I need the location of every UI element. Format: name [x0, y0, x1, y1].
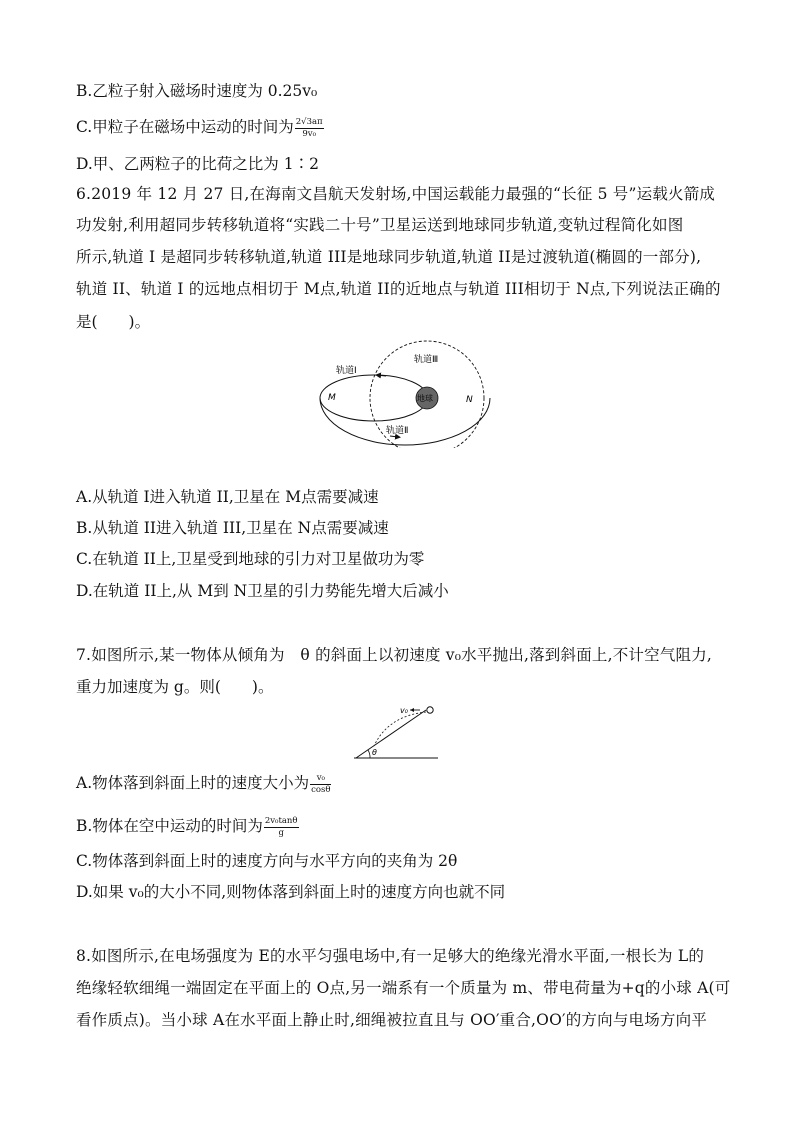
q7-option-b-fraction — [264, 816, 299, 839]
q7-stem-line-1: 7.如图所示,某一物体从倾角为 θ 的斜面上以初速度 v₀水平抛出,落到斜面上,不计空气阻力, — [76, 646, 713, 664]
q8-stem-line-1: 8.如图所示,在电场强度为 E的水平匀强电场中,有一足够大的绝缘光滑水平面,一根长为 L的 — [76, 947, 705, 965]
q7-option-a — [76, 772, 331, 796]
orbit-2-label: 轨道Ⅱ — [386, 426, 409, 436]
q7-option-a-text: A.物体落到斜面上时的速度大小为 — [76, 774, 310, 792]
fraction-numerator: v₀ — [310, 773, 331, 785]
q6-stem-line-4: 轨道 II、轨道 I 的远地点相切于 M点,轨道 II的近地点与轨道 III相切于 N点,下列说法正确的 — [76, 280, 721, 298]
fraction-denominator: g — [278, 827, 284, 838]
q7-option-d: D.如果 v₀的大小不同,则物体落到斜面上时的速度方向也就不同 — [76, 883, 506, 901]
theta-label: θ — [372, 748, 377, 757]
point-n-label: N — [466, 395, 473, 405]
ball-icon — [427, 707, 433, 713]
q6-option-a: A.从轨道 I进入轨道 II,卫星在 M点需要减速 — [76, 488, 379, 506]
v0-label: v₀ — [400, 706, 408, 715]
q7-option-c: C.物体落到斜面上时的速度方向与水平方向的夹角为 2θ — [76, 852, 458, 870]
orbit-2-path — [320, 398, 490, 445]
q6-option-d: D.在轨道 II上,从 M到 N卫星的引力势能先增大后减小 — [76, 582, 449, 600]
q7-option-b — [76, 815, 299, 839]
q6-orbit-figure — [308, 340, 494, 448]
fraction-denominator: cosθ — [311, 784, 331, 795]
q6-option-c: C.在轨道 II上,卫星受到地球的引力对卫星做功为零 — [76, 550, 425, 568]
q7-option-a-fraction — [310, 773, 331, 796]
q6-stem-line-1: 6.2019 年 12 月 27 日,在海南文昌航天发射场,中国运载能力最强的“长征 5 号”运载火箭成 — [76, 185, 716, 203]
orbit-3-label: 轨道Ⅲ — [414, 355, 439, 365]
q5-option-c — [76, 116, 324, 140]
q6-stem-line-5: 是( )。 — [76, 313, 151, 331]
q5-option-b: B.乙粒子射入磁场时速度为 0.25v₀ — [76, 82, 318, 100]
q6-stem-line-2: 功发射,利用超同步转移轨道将“实践二十号”卫星运送到地球同步轨道,变轨过程简化如图 — [76, 216, 684, 234]
q7-stem-line-2: 重力加速度为 g。则( )。 — [76, 678, 274, 696]
q6-option-b: B.从轨道 II进入轨道 III,卫星在 N点需要减速 — [76, 519, 389, 537]
q8-stem-line-2: 绝缘轻软细绳一端固定在平面上的 O点,另一端系有一个质量为 m、带电荷量为+q的小球 A(可 — [76, 979, 731, 997]
orbit-1-path — [320, 375, 428, 421]
q5-option-d: D.甲、乙两粒子的比荷之比为 1∶2 — [76, 155, 319, 173]
earth-label: 地球 — [417, 394, 433, 403]
q7-incline-figure — [350, 704, 442, 762]
q5-option-c-fraction — [295, 117, 324, 140]
point-m-label: M — [328, 393, 336, 403]
fraction-denominator: 9v₀ — [302, 128, 316, 139]
orbit-1-label: 轨道Ⅰ — [336, 366, 357, 376]
q5-option-c-text: C.甲粒子在磁场中运动的时间为 — [76, 118, 294, 136]
fraction-numerator: 2√3aπ — [295, 116, 323, 127]
q7-option-b-text: B.物体在空中运动的时间为 — [76, 817, 263, 835]
q8-stem-line-3: 看作质点)。当小球 A在水平面上静止时,细绳被拉直且与 OO′重合,OO′的方向与电场方向平 — [76, 1011, 708, 1029]
q6-stem-line-3: 所示,轨道 I 是超同步转移轨道,轨道 III是地球同步轨道,轨道 II是过渡轨道(椭圆的一部分), — [76, 248, 702, 266]
fraction-numerator: 2v₀tanθ — [264, 815, 298, 826]
